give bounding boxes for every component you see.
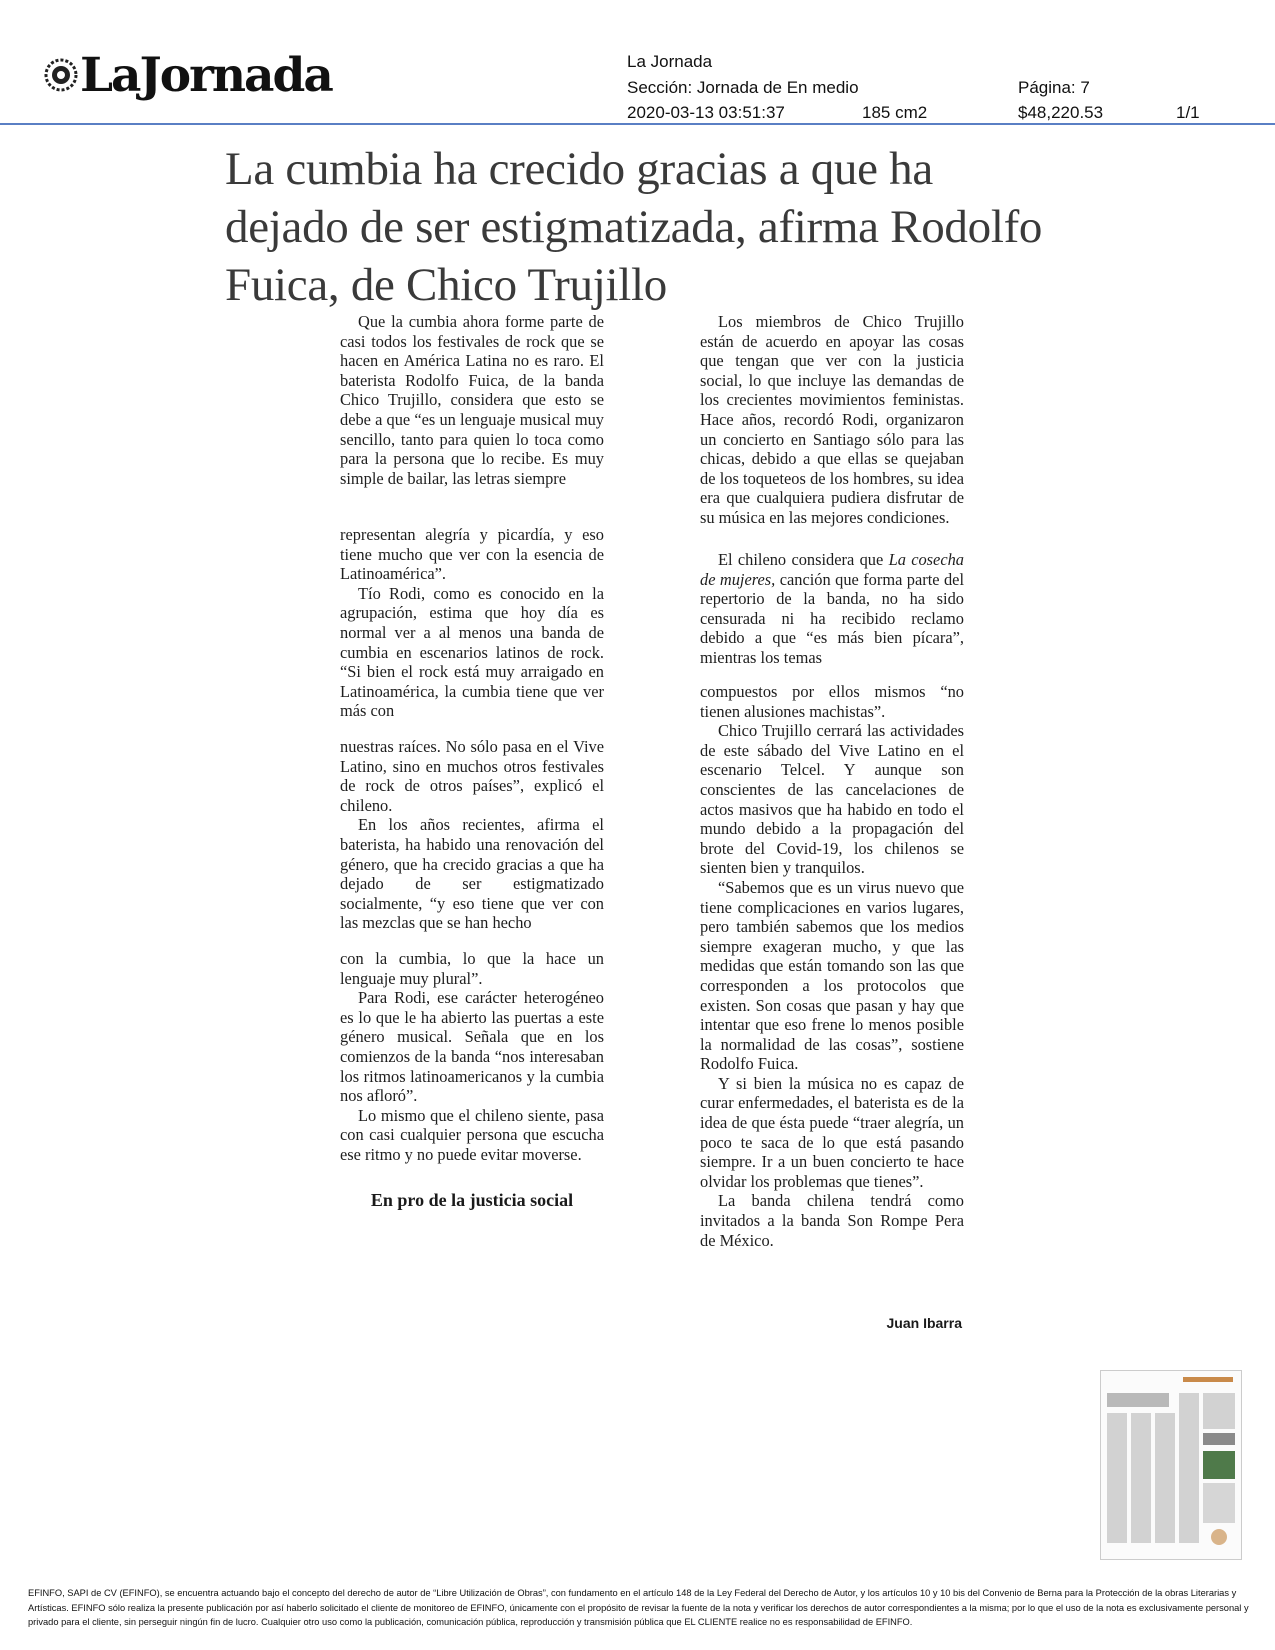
article-paragraph: compuestos por ellos mismos “no tienen alusiones machistas”. xyxy=(700,682,964,721)
article-paragraph: La banda chilena tendrá como invitados a la banda Son Rompe Pera de México. xyxy=(700,1191,964,1250)
article-byline: Juan Ibarra xyxy=(886,1315,962,1331)
article-area: 185 cm2 xyxy=(862,103,928,122)
article-paragraph: Los miembros de Chico Trujillo están de acuerdo en apoyar las cosas que tengan que ver con la justicia social, lo que incluye las demandas de los crecientes movimientos feministas. Hace años, recordó Rodi, organizaron un concierto en Santiago sólo para las chicas, debido a que ellas se quejaban de los toqueteos de los hombres, su idea era que cualquiera pudiera disfrutar de su música en las mejores condiciones. xyxy=(700,312,964,527)
column-2-block-3 xyxy=(700,682,964,1250)
column-2-block-2 xyxy=(700,550,964,668)
publication-datetime: 2020-03-13 03:51:37 xyxy=(627,103,785,122)
advertising-value: $48,220.53 xyxy=(1018,103,1104,122)
article-headline: La cumbia ha crecido gracias a que ha dejado de ser estigmatizada, afirma Rodolfo Fuica, de Chico Trujillo xyxy=(225,143,1043,311)
column-2-block-1 xyxy=(700,312,964,528)
page-number: Página: 7 xyxy=(1018,78,1090,97)
column-1-block-2 xyxy=(340,525,604,721)
article-paragraph: El chileno considera que La cosecha de mujeres, canción que forma parte del repertorio de la banda, no ha sido censurada ni ha recibido reclamo debido a que “es más bien pícara”, mientras los temas xyxy=(700,550,965,667)
la-jornada-logo xyxy=(44,44,332,106)
song-title: La cosecha de mujeres, xyxy=(700,550,965,589)
logo-wordmark: LaJornada xyxy=(80,47,332,103)
publication-name: La Jornada xyxy=(627,52,713,71)
sun-emblem-icon xyxy=(44,58,78,92)
article-paragraph: representan alegría y picardía, y eso tiene mucho que ver con la esencia de Latinoamérica”. xyxy=(340,525,604,584)
section-label: Sección: Jornada de En medio xyxy=(627,78,859,97)
article-paragraph: Tío Rodi, como es conocido en la agrupación, estima que hoy día es normal ver a al menos una banda de cumbia en escenarios latinos de rock. “Si bien el rock está muy arraigado en Latinoamérica, la cumbia tiene que ver más con xyxy=(340,583,604,721)
column-1-block-3 xyxy=(340,737,604,933)
clipping-header xyxy=(0,0,1275,125)
column-1-block-1 xyxy=(340,312,604,488)
copyright-disclaimer: EFINFO, SAPI de CV (EFINFO), se encuentra actuando bajo el concepto del derecho de autor de “Libre Utilización de Obras”, con fundamento en el artículo 148 de la Ley Federal del Derecho de Autor, y los artículos 10 y 10 bis del Convenio de Berna para la Protección de la obras Literarias y Artísticas. EFINFO sólo realiza la presente publicación por así haberlo solicitado el cliente de monitoreo de EFINFO, únicamente con el propósito de revisar la fuente de la nota y verificar los derechos de autor correspondientes a la misma; por lo que el uso de la nota es exclusivamente personal y privado para el cliente, sin perseguir ningún fin de lucro. Cualquier otro uso como la publicación, comunicación pública, reproducción y transmisión pública que EL CLIENTE realice no es responsabilidad de EFINFO. xyxy=(28,1588,1249,1627)
page-thumbnail xyxy=(1100,1370,1242,1560)
article-paragraph: Que la cumbia ahora forme parte de casi todos los festivales de rock que se hacen en América Latina no es raro. El baterista Rodolfo Fuica, de la banda Chico Trujillo, considera que esto se debe a que “es un lenguaje musical muy sencillo, tanto para quien lo toca como para la persona que lo recibe. Es muy simple de bailar, las letras siempre xyxy=(340,312,604,488)
article-paragraph: con la cumbia, lo que la hace un lenguaje muy plural”. xyxy=(340,949,604,988)
article-paragraph: En los años recientes, afirma el baterista, ha habido una renovación del género, que ha crecido gracias a que ha dejado de ser estigmatizado socialmente, “y eso tiene que ver con las mezclas que se han hecho xyxy=(340,815,604,933)
newspaper-page-thumbnail-icon xyxy=(1101,1371,1241,1559)
article-paragraph: Chico Trujillo cerrará las actividades de este sábado del Vive Latino en el escenario Telcel. Y aunque son conscientes de las cancelaciones de actos masivos que ha habido en todo el mundo debido a la propagación del brote del Covid-19, los chilenos se sienten bien y tranquilos. xyxy=(700,721,964,878)
article-paragraph: Lo mismo que el chileno siente, pasa con casi cualquier persona que escucha ese ritmo y no puede evitar moverse. xyxy=(340,1105,604,1164)
header-divider xyxy=(0,123,1275,125)
article-subheading: En pro de la justicia social xyxy=(370,1190,574,1210)
article-paragraph: Y si bien la música no es capaz de curar enfermedades, el baterista es de la idea de que ésta puede “traer alegría, un poco te saca de lo que está pasando siempre. Ir a un buen concierto te hace olvidar los problemas que tienes”. xyxy=(700,1073,964,1191)
article-paragraph: Para Rodi, ese carácter heterogéneo es lo que le ha abierto las puertas a este género musical. Señala que en los comienzos de la banda “nos interesaban los ritmos latinoamericanos y la cumbia nos afloró”. xyxy=(340,988,604,1106)
page-fraction: 1/1 xyxy=(1176,103,1200,122)
column-1-block-4 xyxy=(340,949,604,1165)
article-paragraph: nuestras raíces. No sólo pasa en el Vive Latino, sino en muchos otros festivales de rock de otros países”, explicó el chileno. xyxy=(340,737,604,815)
article-paragraph: “Sabemos que es un virus nuevo que tiene complicaciones en varios lugares, pero también sabemos que los medios siempre exageran mucho, y que las medidas que están tomando son las que corresponden a los protocolos que existen. Son cosas que pasan y hay que intentar que eso frene lo menos posible la normalidad de las cosas”, sostiene Rodolfo Fuica. xyxy=(700,877,964,1074)
